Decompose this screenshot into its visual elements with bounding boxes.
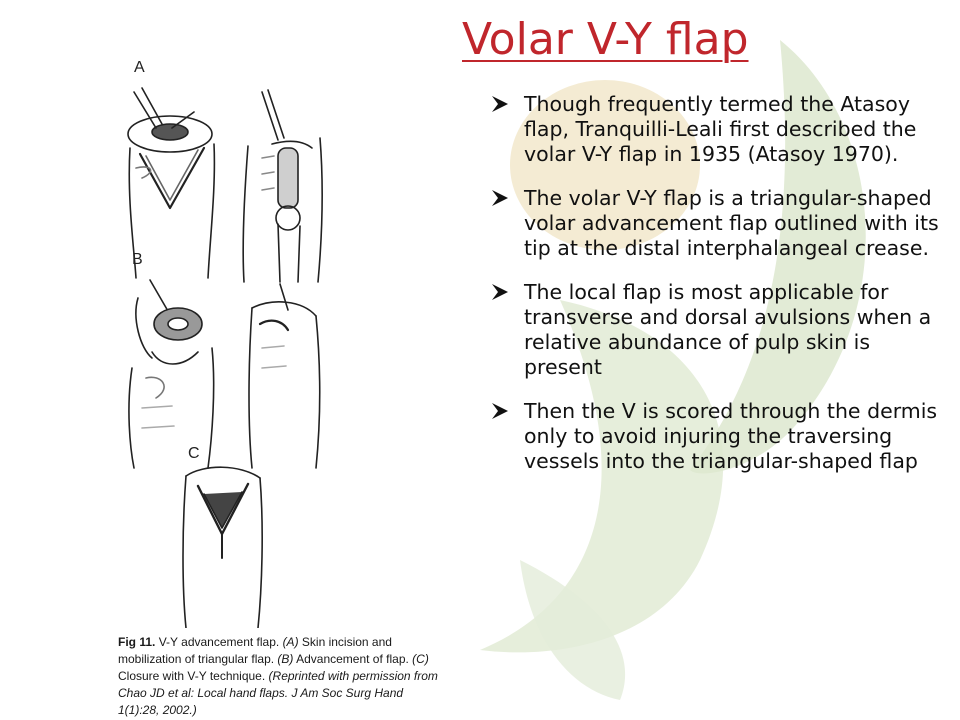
slide-title: Volar V-Y flap bbox=[462, 14, 749, 65]
panel-label-b: B bbox=[132, 251, 143, 268]
panel-label-a: A bbox=[134, 59, 145, 76]
figure-caption: Fig 11. V-Y advancement flap. (A) Skin incision and mobilization of triangular flap. (B) Advancement of flap. (C) Closure with V-Y technique. (Reprinted with permission from Chao JD et al: Local hand flaps. J Am Soc Surg Hand 1(1):28, 2002.) bbox=[118, 635, 438, 717]
arrow-bullet-icon bbox=[490, 188, 510, 208]
panel-a-finger-side bbox=[243, 90, 322, 282]
panel-a-finger-front bbox=[128, 88, 214, 278]
bullet-item: Though frequently termed the Atasoy flap, Tranquilli-Leali first described the volar V-Y flap in 1935 (Atasoy 1970). bbox=[490, 92, 952, 167]
caption-citation: (Reprinted with permission from Chao JD et al: Local hand flaps. J Am Soc Surg Hand 1(1):28, 2002.) bbox=[118, 669, 438, 717]
bullet-item: The local flap is most applicable for transverse and dorsal avulsions when a relative abundance of pulp skin is present bbox=[490, 280, 952, 380]
arrow-bullet-icon bbox=[490, 94, 510, 114]
panel-b-finger-right bbox=[249, 284, 320, 468]
caption-lead: Fig 11. bbox=[118, 635, 156, 649]
bullet-item: Then the V is scored through the dermis only to avoid injuring the traversing vessels into the triangular-shaped flap bbox=[490, 399, 952, 474]
panel-label-c: C bbox=[188, 445, 200, 462]
bullet-item: The volar V-Y flap is a triangular-shaped volar advancement flap outlined with its tip at the distal interphalangeal crease. bbox=[490, 186, 952, 261]
arrow-bullet-icon bbox=[490, 282, 510, 302]
panel-c-finger bbox=[183, 467, 262, 628]
surgical-illustration bbox=[112, 48, 432, 628]
bullet-list bbox=[490, 92, 952, 493]
panel-b-finger-left bbox=[129, 280, 214, 468]
arrow-bullet-icon bbox=[490, 401, 510, 421]
